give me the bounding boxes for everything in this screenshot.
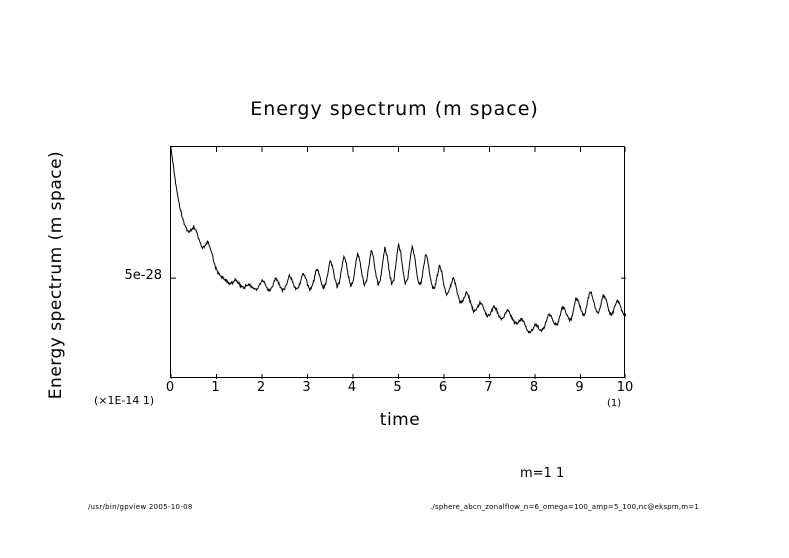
x-tick-label: 7 xyxy=(484,380,493,395)
x-tick-label: 3 xyxy=(302,380,311,395)
x-tick-label: 1 xyxy=(211,380,220,395)
x-tick-label: 0 xyxy=(165,380,175,395)
y-axis-label: Energy spectrum (m space) xyxy=(46,150,66,400)
x-axis-exponent: (1) xyxy=(607,398,622,409)
y-axis-exponent: (×1E-14 1) xyxy=(94,394,155,407)
data-line-series xyxy=(171,147,626,379)
x-tick-label: 4 xyxy=(347,380,357,395)
x-tick-label: 9 xyxy=(575,380,584,395)
x-axis-label: time xyxy=(379,410,421,430)
chart-title: Energy spectrum (m space) xyxy=(250,98,539,120)
footer-dataset-info: ./sphere_abcn_zonalflow_n=6_omega=100_amp=5_100,nc@ekspm,m=1 xyxy=(430,503,700,511)
x-tick-label: 8 xyxy=(529,380,539,395)
x-tick-label: 6 xyxy=(438,380,448,395)
footer-tool-info: /usr/bin/gpview 2005-10-08 xyxy=(88,503,193,511)
y-tick-label: 5e-28 xyxy=(124,268,162,284)
x-tick-label: 10 xyxy=(616,380,634,395)
x-tick-label: 2 xyxy=(256,380,266,395)
plot-area xyxy=(170,146,625,378)
x-tick-label: 5 xyxy=(393,380,402,395)
legend-entry: m=1 1 xyxy=(520,466,565,481)
